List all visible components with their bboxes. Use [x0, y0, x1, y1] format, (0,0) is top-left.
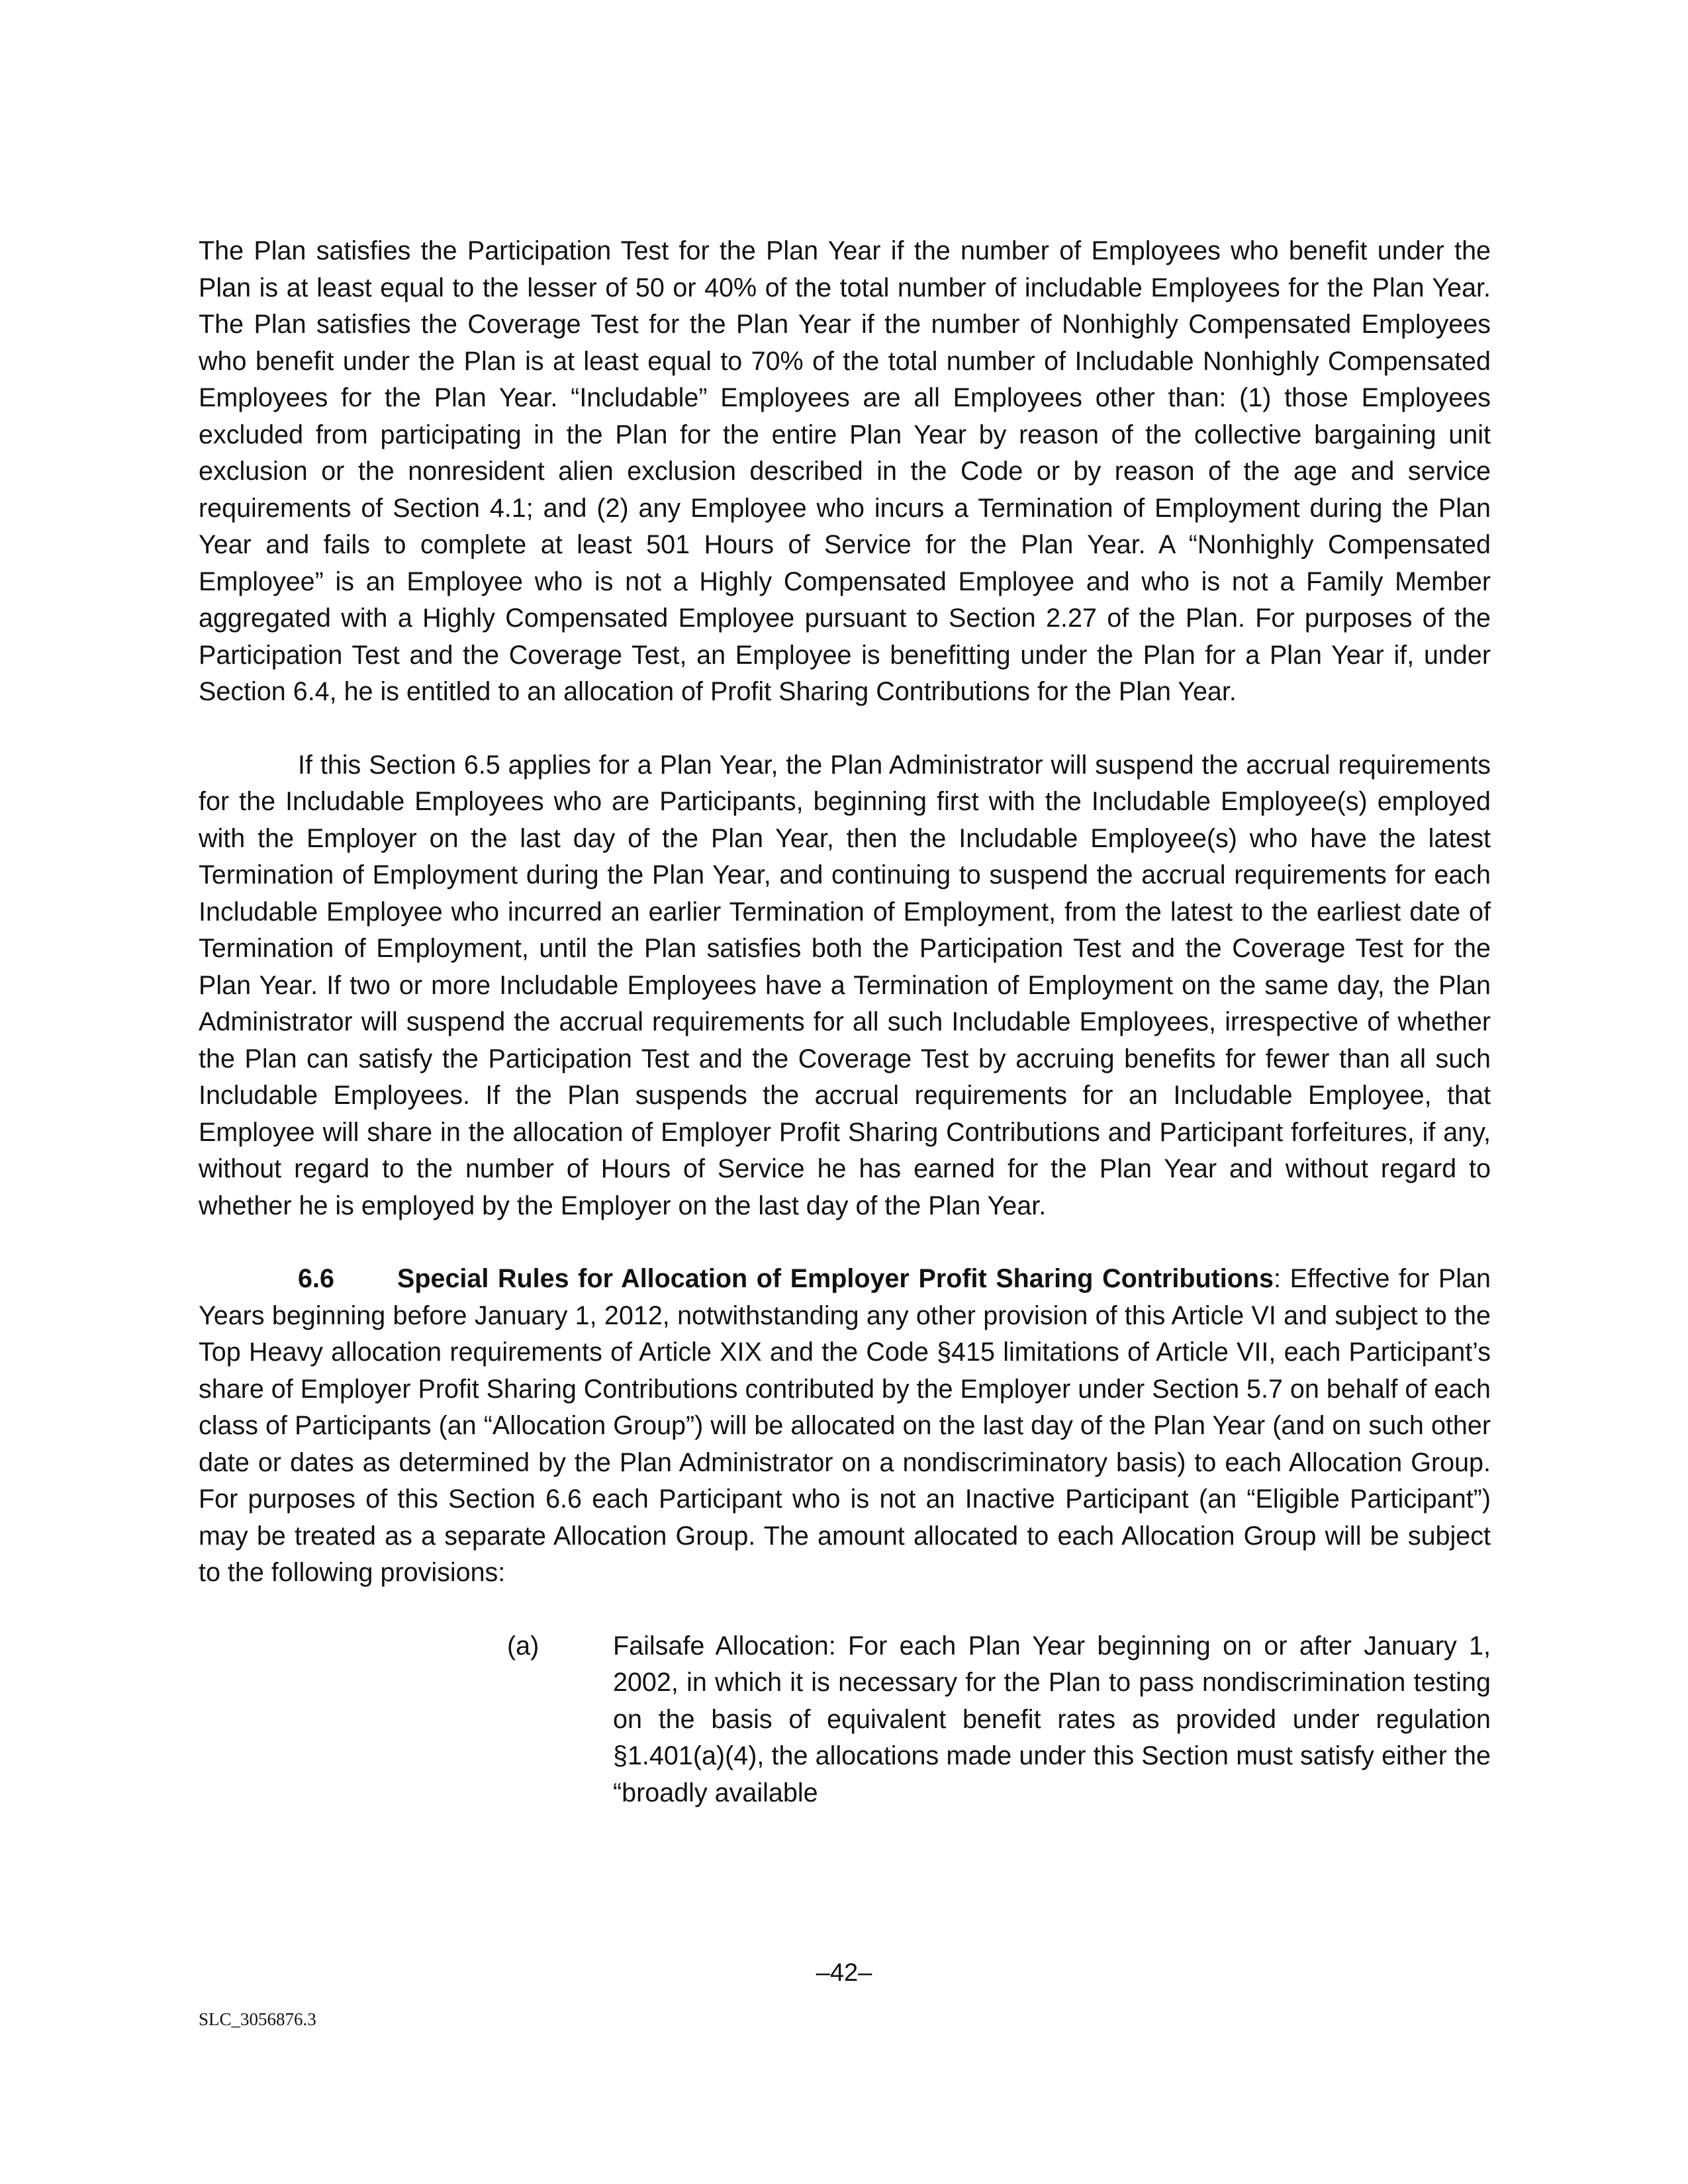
subitem-a [507, 1628, 1491, 1812]
section-number: 6.6 [298, 1264, 334, 1293]
section-6-6 [199, 1261, 1491, 1592]
subitem-marker: (a) [507, 1631, 539, 1661]
section-title: Special Rules for Allocation of Employer Profit Sharing Contributions [397, 1264, 1274, 1293]
document-code: SLC_3056876.3 [199, 2009, 316, 2029]
paragraph-participation-test: The Plan satisfies the Participation Test for the Plan Year if the number of Employees who benefit under the Plan is at least equal to the lesser of 50 or 40% of the total number of includable Employees for the Plan Year. The Plan satisfies the Coverage Test for the Plan Year if the number of Nonhighly Compensated Employees who benefit under the Plan is at least equal to 70% of the total number of Includable Nonhighly Compensated Employees for the Plan Year. “Includable” Employees are all Employees other than: (1) those Employees excluded from participating in the Plan for the entire Plan Year by reason of the collective bargaining unit exclusion or the nonresident alien exclusion described in the Code or by reason of the age and service requirements of Section 4.1; and (2) any Employee who incurs a Termination of Employment during the Plan Year and fails to complete at least 501 Hours of Service for the Plan Year. A “Nonhighly Compensated Employee” is an Employee who is not a Highly Compensated Employee and who is not a Family Member aggregated with a Highly Compensated Employee pursuant to Section 2.27 of the Plan. For purposes of the Participation Test and the Coverage Test, an Employee is benefitting under the Plan for a Plan Year if, under Section 6.4, he is entitled to an allocation of Profit Sharing Contributions for the Plan Year. [199, 236, 1491, 706]
page-number: –42– [816, 1959, 872, 1987]
section-title-suffix: : [1273, 1264, 1281, 1293]
document-body [199, 233, 1491, 1811]
subitem-text: Failsafe Allocation: For each Plan Year beginning on or after January 1, 2002, in which it is necessary for the Plan to pass nondiscrimination testing on the basis of equivalent benefit rates as provided under regulation §1.401(a)(4), the allocations made under this Section must satisfy either the “broadly available [613, 1631, 1491, 1807]
section-body: Effective for Plan Years beginning before January 1, 2012, notwithstanding any other provision of this Article VI and subject to the Top Heavy allocation requirements of Article XIX and the Code §415 limitations of Article VII, each Participant’s share of Employer Profit Sharing Contributions contributed by the Employer under Section 5.7 on behalf of each class of Participants (an “Allocation Group”) will be allocated on the last day of the Plan Year (and on such other date or dates as determined by the Plan Administrator on a nondiscriminatory basis) to each Allocation Group. For purposes of this Section 6.6 each Participant who is not an Inactive Participant (an “Eligible Participant”) may be treated as a separate Allocation Group. The amount allocated to each Allocation Group will be subject to the following provisions: [199, 1264, 1491, 1587]
paragraph-suspension: If this Section 6.5 applies for a Plan Year, the Plan Administrator will suspend the accrual requirements for the Includable Employees who are Participants, beginning first with the Includable Employee(s) employed with the Employer on the last day of the Plan Year, then the Includable Employee(s) who have the latest Termination of Employment during the Plan Year, and continuing to suspend the accrual requirements for each Includable Employee who incurred an earlier Termination of Employment, from the latest to the earliest date of Termination of Employment, until the Plan satisfies both the Participation Test and the Coverage Test for the Plan Year. If two or more Includable Employees have a Termination of Employment on the same day, the Plan Administrator will suspend the accrual requirements for all such Includable Employees, irrespective of whether the Plan can satisfy the Participation Test and the Coverage Test by accruing benefits for fewer than all such Includable Employees. If the Plan suspends the accrual requirements for an Includable Employee, that Employee will share in the allocation of Employer Profit Sharing Contributions and Participant forfeitures, if any, without regard to the number of Hours of Service he has earned for the Plan Year and without regard to whether he is employed by the Employer on the last day of the Plan Year. [199, 750, 1491, 1220]
